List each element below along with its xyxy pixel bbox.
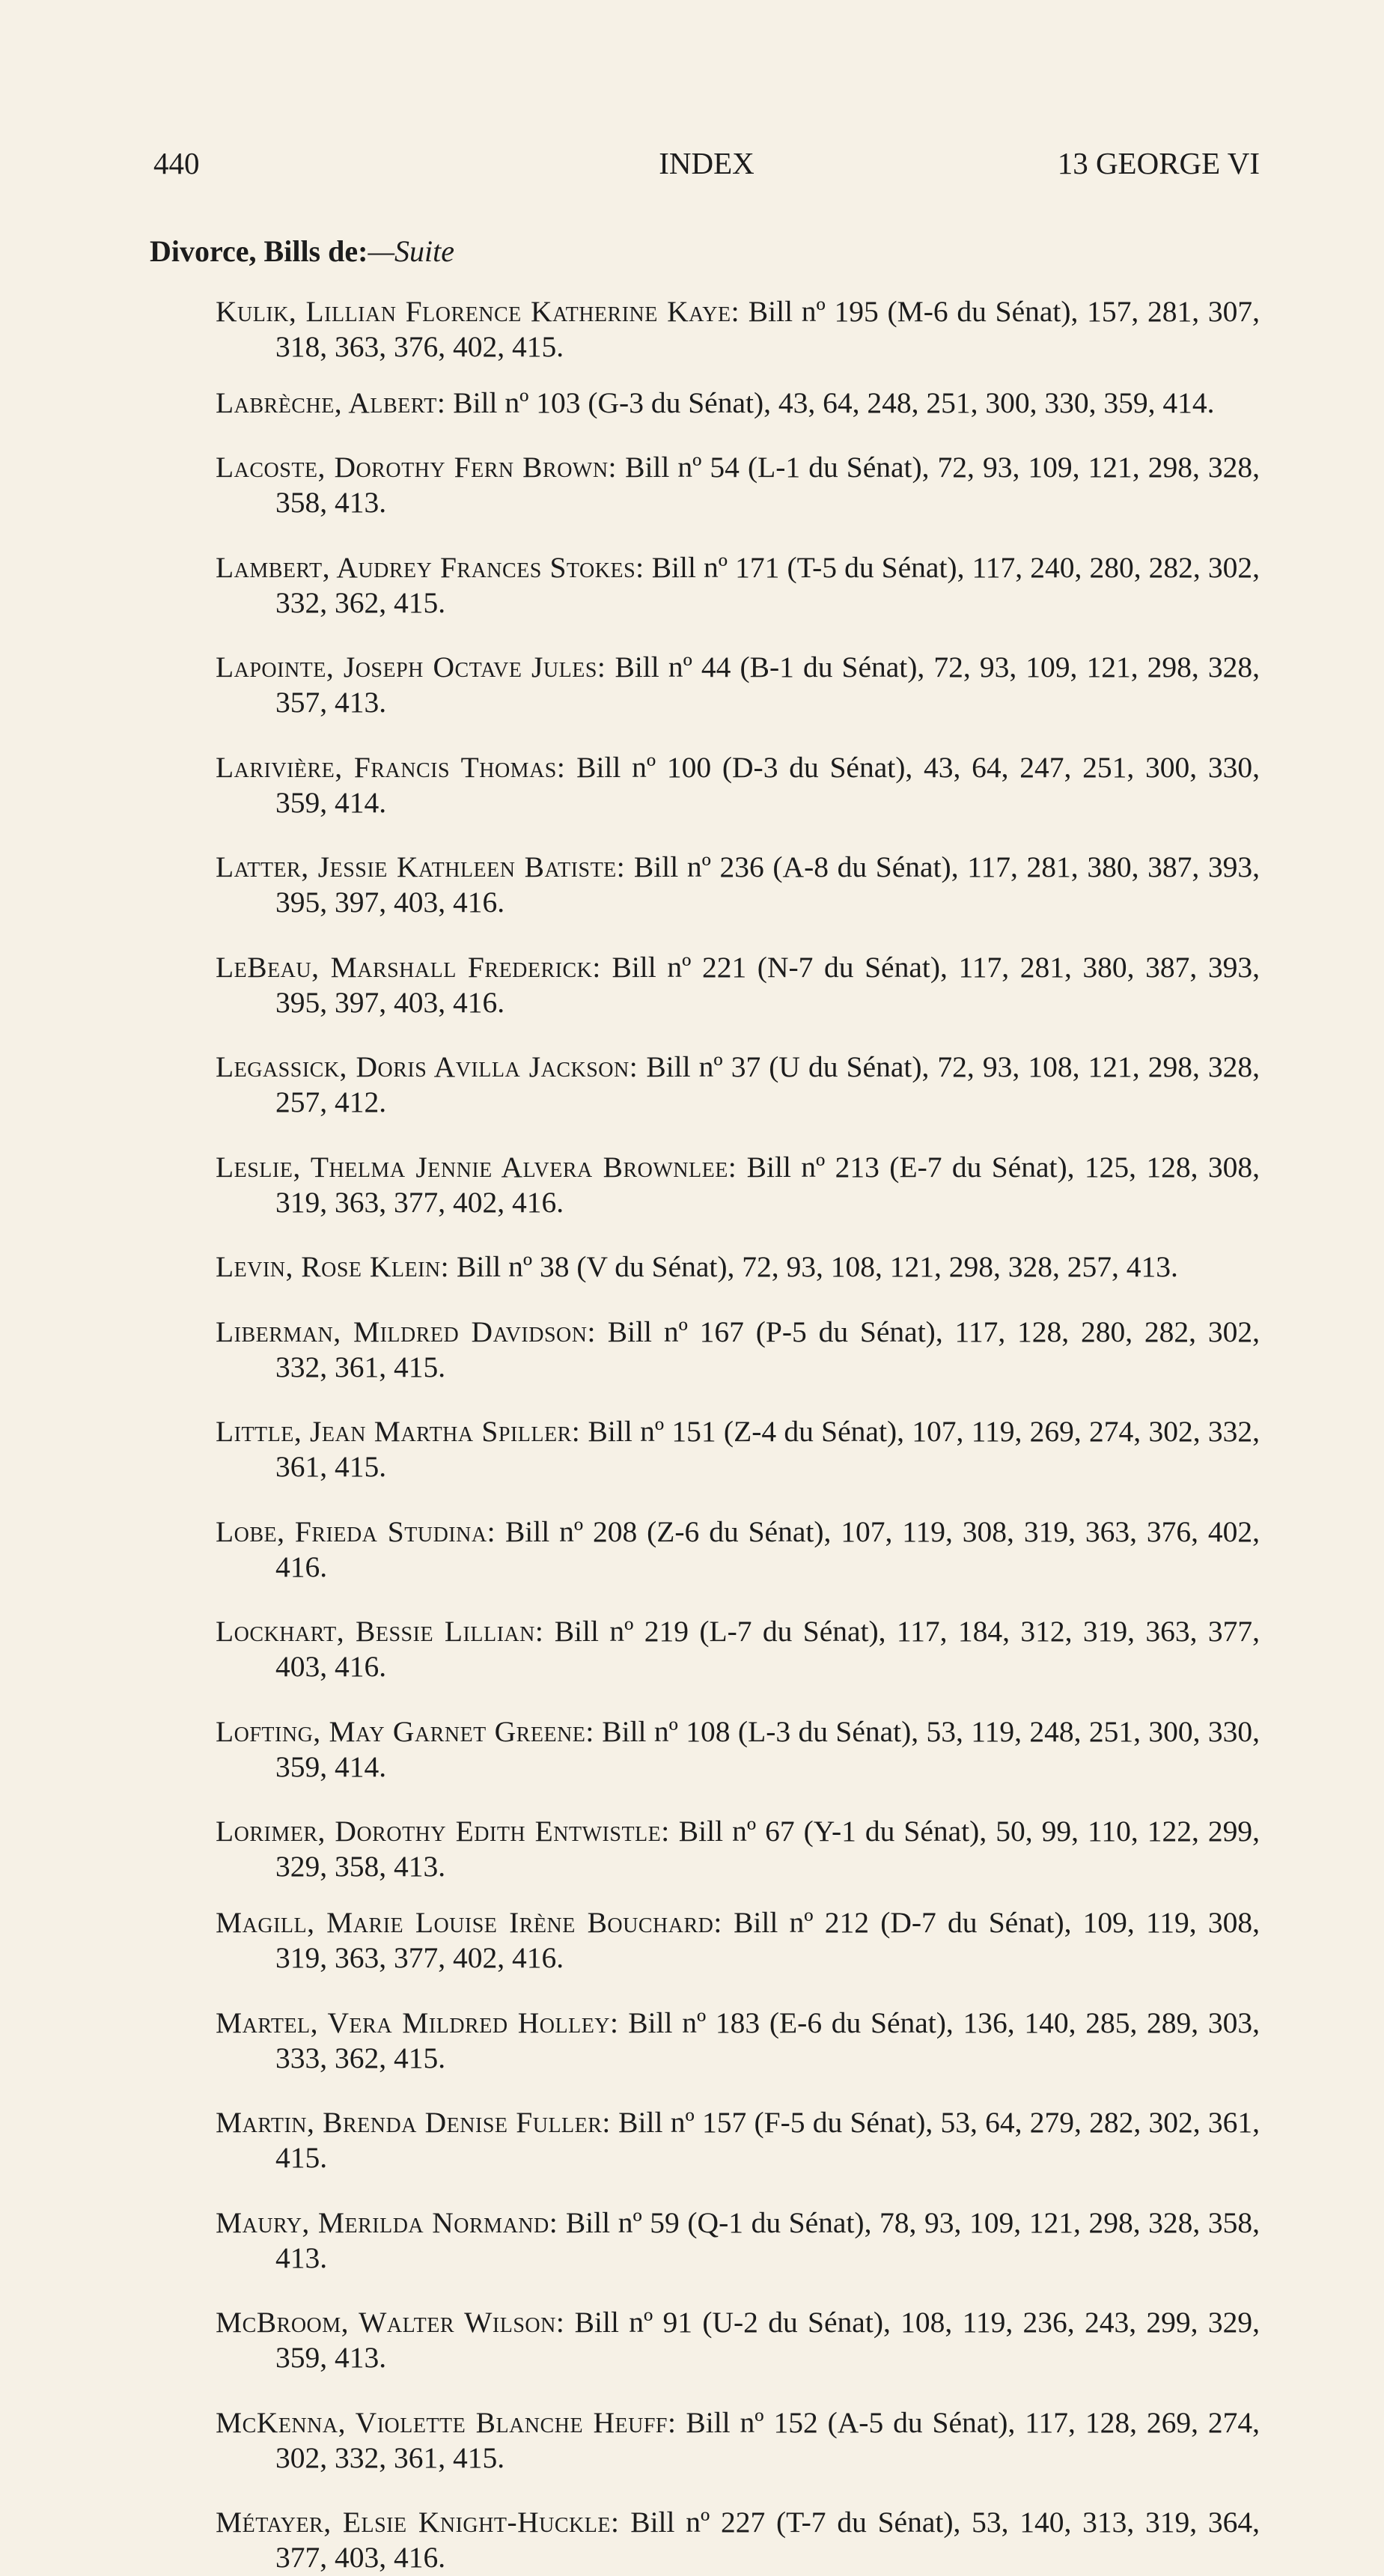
page-title: INDEX: [659, 146, 755, 180]
entry-name: McBroom, Walter Wilson:: [216, 2306, 565, 2339]
entry-name: Levin, Rose Klein:: [216, 1250, 450, 1283]
index-entry: [216, 386, 1260, 421]
entry-text: Bill nº 208 (Z-6 du Sénat), 107, 119, 308, 319, 363, 376, 402, 416.: [275, 1514, 1260, 1583]
index-entry: [216, 750, 1260, 820]
entry-text: Bill nº 157 (F-5 du Sénat), 53, 64, 279, 282, 302, 361, 415.: [275, 2106, 1260, 2174]
entry-name: Lorimer, Dorothy Edith Entwistle:: [216, 1815, 670, 1848]
entry-text: Bill nº 44 (B-1 du Sénat), 72, 93, 109, 121, 298, 328, 357, 413.: [275, 651, 1260, 719]
index-entry: [216, 850, 1260, 920]
index-entry: [216, 950, 1260, 1020]
entry-text: Bill nº 213 (E-7 du Sénat), 125, 128, 308, 319, 363, 377, 402, 416.: [275, 1150, 1260, 1219]
entry-text: Bill nº 236 (A-8 du Sénat), 117, 281, 380, 387, 393, 395, 397, 403, 416.: [275, 850, 1260, 919]
index-entry: [216, 1315, 1260, 1385]
entry-text: Bill nº 54 (L-1 du Sénat), 72, 93, 109, 121, 298, 328, 358, 413.: [275, 451, 1260, 519]
entry-text: Bill nº 103 (G-3 du Sénat), 43, 64, 248, 251, 300, 330, 359, 414.: [453, 386, 1215, 419]
entry-name: Lambert, Audrey Frances Stokes:: [216, 550, 644, 584]
entry-text: Bill nº 108 (L-3 du Sénat), 53, 119, 248, 251, 300, 330, 359, 414.: [275, 1714, 1260, 1783]
entry-text: Bill nº 67 (Y-1 du Sénat), 50, 99, 110, 122, 299, 329, 358, 413.: [275, 1815, 1260, 1883]
index-entry: [216, 2205, 1260, 2276]
entry-name: Little, Jean Martha Spiller:: [216, 1415, 581, 1448]
entry-text: Bill nº 227 (T-7 du Sénat), 53, 140, 313, 319, 364, 377, 403, 416.: [275, 2506, 1260, 2574]
index-entry: [216, 1150, 1260, 1220]
entry-text: Bill nº 100 (D-3 du Sénat), 43, 64, 247, 251, 300, 330, 359, 414.: [275, 750, 1260, 819]
index-entry: [216, 1905, 1260, 1976]
index-entry: [216, 2105, 1260, 2175]
entry-name: Métayer, Elsie Knight-Huckle:: [216, 2506, 620, 2539]
entry-text: Bill nº 212 (D-7 du Sénat), 109, 119, 308, 319, 363, 377, 402, 416.: [275, 1906, 1260, 1974]
index-entry: [216, 1414, 1260, 1485]
entry-name: Legassick, Doris Avilla Jackson:: [216, 1050, 638, 1083]
section-continued: —Suite: [368, 234, 454, 268]
section-title: Divorce, Bills de:: [150, 234, 368, 268]
entry-text: Bill nº 167 (P-5 du Sénat), 117, 128, 280, 282, 302, 332, 361, 415.: [275, 1315, 1260, 1383]
index-entry: [216, 1249, 1260, 1285]
entry-name: Liberman, Mildred Davidson:: [216, 1315, 596, 1348]
entry-text: Bill nº 38 (V du Sénat), 72, 93, 108, 121, 298, 328, 257, 413.: [457, 1250, 1178, 1283]
entry-name: Lobe, Frieda Studina:: [216, 1514, 496, 1548]
entry-name: Lapointe, Joseph Octave Jules:: [216, 651, 606, 683]
index-entry: [216, 550, 1260, 621]
entry-text: Bill nº 221 (N-7 du Sénat), 117, 281, 380, 387, 393, 395, 397, 403, 416.: [275, 950, 1260, 1019]
entry-name: Latter, Jessie Kathleen Batiste:: [216, 850, 626, 883]
index-entry: [216, 450, 1260, 520]
index-entry: [216, 2405, 1260, 2476]
entry-name: Maury, Merilda Normand:: [216, 2205, 558, 2239]
page-number: 440: [153, 146, 200, 180]
index-entry: [216, 650, 1260, 720]
index-entry: [216, 1814, 1260, 1884]
entry-text: Bill nº 37 (U du Sénat), 72, 93, 108, 121, 298, 328, 257, 412.: [275, 1050, 1260, 1118]
entry-name: McKenna, Violette Blanche Heuff:: [216, 2405, 677, 2439]
index-entry: [216, 1614, 1260, 1684]
entry-name: Martin, Brenda Denise Fuller:: [216, 2106, 611, 2139]
entry-name: Martel, Vera Mildred Holley:: [216, 2006, 619, 2039]
index-entry: [216, 1514, 1260, 1585]
index-entry: [216, 2505, 1260, 2575]
entry-name: Leslie, Thelma Jennie Alvera Brownlee:: [216, 1150, 737, 1184]
entry-text: Bill nº 183 (E-6 du Sénat), 136, 140, 285, 289, 303, 333, 362, 415.: [275, 2006, 1260, 2074]
entry-name: Kulik, Lillian Florence Katherine Kaye:: [216, 294, 740, 328]
running-header: [153, 141, 1260, 186]
entry-text: Bill nº 219 (L-7 du Sénat), 117, 184, 312, 319, 363, 377, 403, 416.: [275, 1615, 1260, 1683]
reign-label: 13 GEORGE VI: [1057, 146, 1260, 180]
index-entry: [216, 1714, 1260, 1785]
entry-text: Bill nº 59 (Q-1 du Sénat), 78, 93, 109, 121, 298, 328, 358, 413.: [275, 2205, 1260, 2274]
entry-text: Bill nº 195 (M-6 du Sénat), 157, 281, 307, 318, 363, 376, 402, 415.: [275, 294, 1260, 363]
entry-text: Bill nº 152 (A-5 du Sénat), 117, 128, 269, 274, 302, 332, 361, 415.: [275, 2405, 1260, 2474]
entry-text: Bill nº 91 (U-2 du Sénat), 108, 119, 236, 243, 299, 329, 359, 413.: [275, 2306, 1260, 2374]
entry-name: Labrèche, Albert:: [216, 386, 446, 419]
entry-name: LeBeau, Marshall Frederick:: [216, 950, 601, 984]
entry-name: Lacoste, Dorothy Fern Brown:: [216, 451, 618, 484]
entry-name: Larivière, Francis Thomas:: [216, 750, 566, 784]
entry-name: Lofting, May Garnet Greene:: [216, 1714, 594, 1748]
entry-name: Lockhart, Bessie Lillian:: [216, 1615, 544, 1648]
index-entries: [216, 264, 1260, 2576]
entry-text: Bill nº 171 (T-5 du Sénat), 117, 240, 280, 282, 302, 332, 362, 415.: [275, 550, 1260, 619]
index-entry: [216, 2305, 1260, 2375]
index-entry: [216, 2006, 1260, 2076]
index-entry: [216, 294, 1260, 365]
index-entry: [216, 1050, 1260, 1120]
entry-text: Bill nº 151 (Z-4 du Sénat), 107, 119, 269, 274, 302, 332, 361, 415.: [275, 1415, 1260, 1483]
entry-name: Magill, Marie Louise Irène Bouchard:: [216, 1906, 722, 1939]
